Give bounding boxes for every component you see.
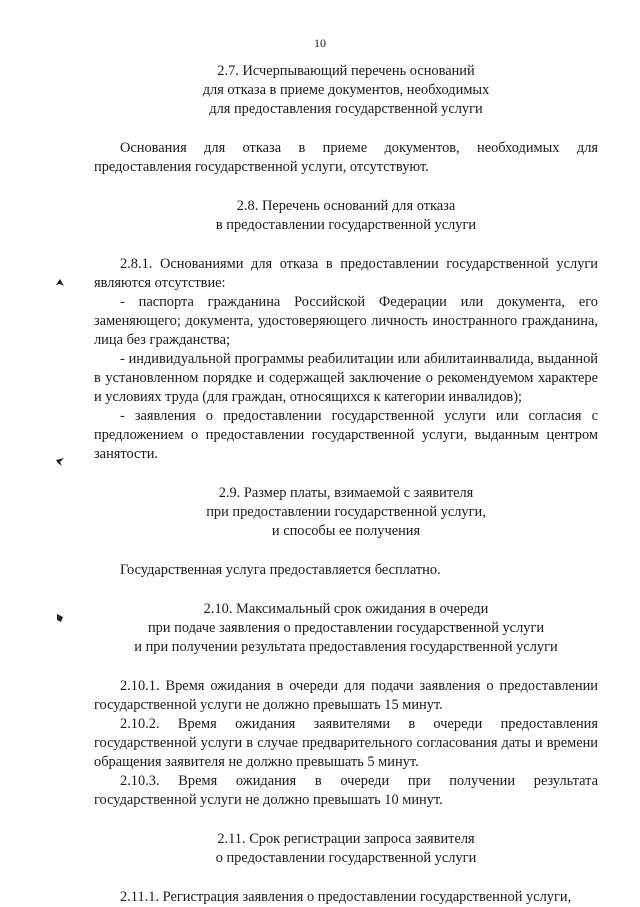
list-item: - паспорта гражданина Российской Федерации или документа, его заменяющего; документа, удостоверяющего личность иностранного гражданина, лица без гражданства; — [94, 294, 598, 348]
heading-line: и при получении результата предоставления государственной услуги — [134, 639, 558, 655]
page-number: 10 — [314, 36, 326, 50]
paragraph: 2.8.1. Основаниями для отказа в предоставлении государственной услуги являются отсутствие: — [94, 256, 598, 291]
paragraph: 2.11.1. Регистрация заявления о предоставлении государственной услуги, — [120, 889, 572, 905]
document-body — [94, 62, 598, 907]
heading-line: в предоставлении государственной услуги — [215, 217, 477, 233]
list-item: - заявления о предоставлении государственной услуги или согласия с предложением о предоставлении государственной услуги, выданным центром занятости. — [94, 408, 598, 462]
margin-mark — [55, 278, 65, 288]
section-heading-2-10 — [94, 600, 598, 657]
heading-line: и способы ее получения — [271, 523, 421, 539]
heading-line: о предоставлении государственной услуги — [215, 850, 477, 866]
heading-line: для предоставления государственной услуги — [209, 101, 483, 117]
heading-line: 2.7. Исчерпывающий перечень оснований — [217, 63, 475, 79]
section-heading-2-8 — [94, 197, 598, 235]
section-heading-2-9 — [94, 484, 598, 541]
margin-mark — [55, 457, 65, 467]
margin-mark — [55, 613, 65, 623]
paragraph: 2.10.2. Время ожидания заявителями в очереди предоставления государственной услуги в случае предварительного согласования даты и времени обращения заявителя не должно превышать 5 минут. — [94, 716, 598, 770]
paragraph: 2.10.3. Время ожидания в очереди при получении результата государственной услуги не должно превышать 10 минут. — [94, 773, 598, 808]
paragraph: 2.10.1. Время ожидания в очереди для подачи заявления о предоставлении государственной услуги не должно превышать 15 минут. — [94, 678, 598, 713]
heading-line: 2.10. Максимальный срок ожидания в очереди — [203, 601, 489, 617]
section-heading-2-7 — [94, 62, 598, 119]
heading-line: при подаче заявления о предоставлении государственной услуги — [147, 620, 545, 636]
heading-line: 2.8. Перечень оснований для отказа — [236, 198, 456, 214]
paragraph: Основания для отказа в приеме документов, необходимых для предоставления государственной услуги, отсутствуют. — [94, 140, 598, 175]
paragraph: Государственная услуга предоставляется бесплатно. — [120, 562, 441, 578]
list-item: - индивидуальной программы реабилитации или абилитаинвалида, выданной в установленном порядке и содержащей заключение о рекомендуемом характере и условиях труда (для граждан, относящихся к категории инвалидов); — [94, 351, 598, 405]
heading-line: 2.9. Размер платы, взимаемой с заявителя — [218, 485, 474, 501]
heading-line: при предоставлении государственной услуги, — [206, 504, 486, 520]
section-heading-2-11 — [94, 830, 598, 868]
heading-line: для отказа в приеме документов, необходимых — [202, 82, 490, 98]
heading-line: 2.11. Срок регистрации запроса заявителя — [217, 831, 475, 847]
